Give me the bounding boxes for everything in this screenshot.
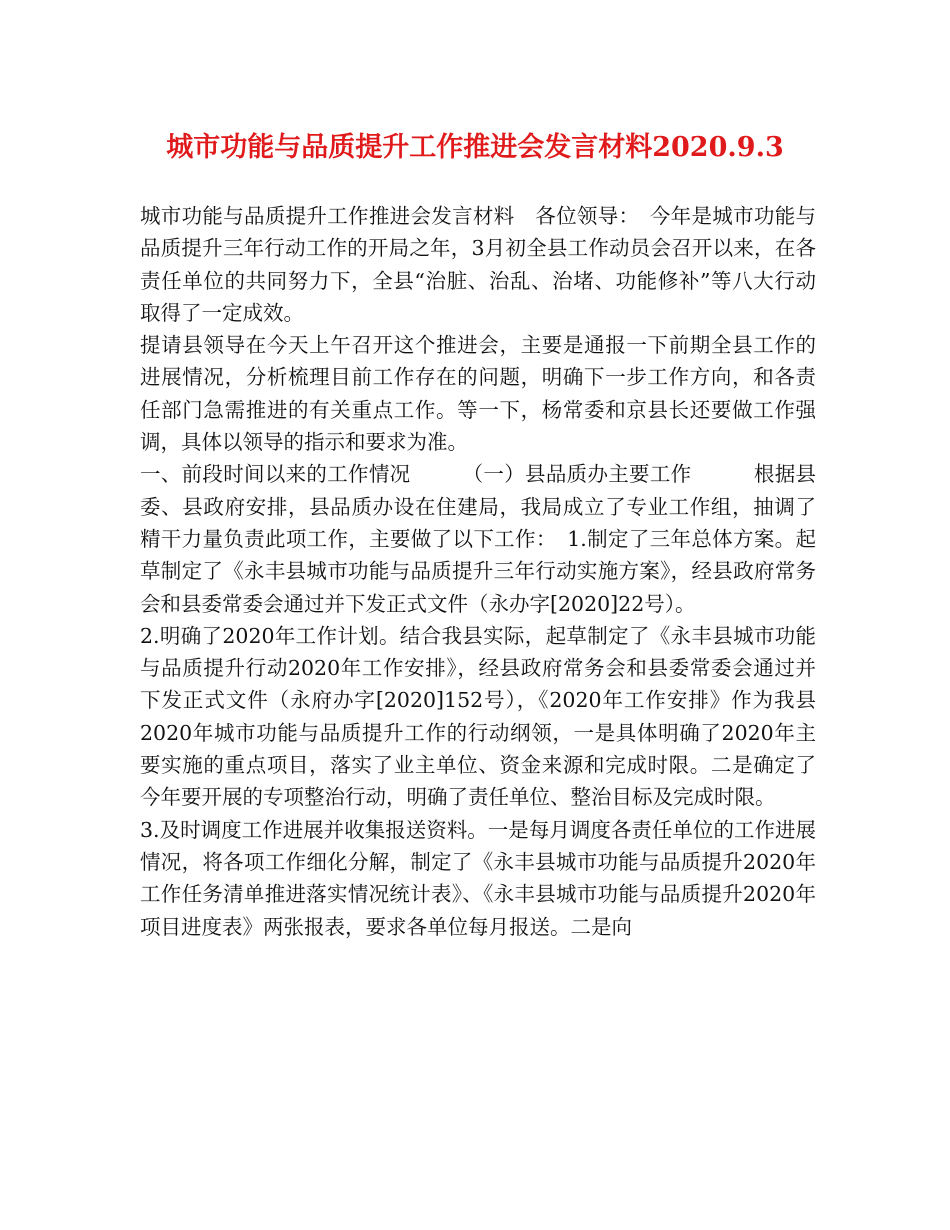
paragraph-intro: 城市功能与品质提升工作推进会发言材料 各位领导： 今年是城市功能与品质提升三年行动工作的开局之年，3月初全县工作动员会召开以来，在各责任单位的共同努力下，全县“治脏、治乱、治堵、功能修补”等八大行动取得了一定成效。 bbox=[140, 204, 816, 325]
document-title: 城市功能与品质提升工作推进会发言材料2020.9.3 bbox=[166, 132, 784, 163]
paragraph-progress-reporting: 3.及时调度工作进展并收集报送资料。一是每月调度各责任单位的工作进展情况，将各项工作细化分解，制定了《永丰县城市功能与品质提升2020年工作任务清单推进落实情况统计表》、《永丰县城市功能与品质提升2020年项目进度表》两张报表，要求各单位每月报送。二是向 bbox=[140, 817, 816, 939]
document-body bbox=[140, 200, 816, 943]
paragraph-work-plan: 2.明确了2020年工作计划。结合我县实际，起草制定了《永丰县城市功能与品质提升行动2020年工作安排》，经县政府常务会和县委常委会通过并下发正式文件（永府办字[2020]152号），《2020年工作安排》作为我县2020年城市功能与品质提升工作的行动纲领，一是具体明确了2020年主要实施的重点项目，落实了业主单位、资金来源和完成时限。二是确定了今年要开展的专项整治行动，明确了责任单位、整治目标及完成时限。 bbox=[140, 623, 816, 810]
paragraph-meeting-purpose: 提请县领导在今天上午召开这个推进会，主要是通报一下前期全县工作的进展情况，分析梳理目前工作存在的问题，明确下一步工作方向，和各责任部门急需推进的有关重点工作。等一下，杨常委和京县长还要做工作强调，具体以领导的指示和要求为准。 bbox=[140, 333, 816, 455]
paragraph-section-one: 一、前段时间以来的工作情况 （一）县品质办主要工作 根据县委、县政府安排，县品质办设在住建局，我局成立了专业工作组，抽调了精干力量负责此项工作，主要做了以下工作： 1.制定了三年总体方案。起草制定了《永丰县城市功能与品质提升三年行动实施方案》，经县政府常务会和县委常委会通过并下发正式文件（永办字[2020]22号）。 bbox=[140, 462, 816, 616]
